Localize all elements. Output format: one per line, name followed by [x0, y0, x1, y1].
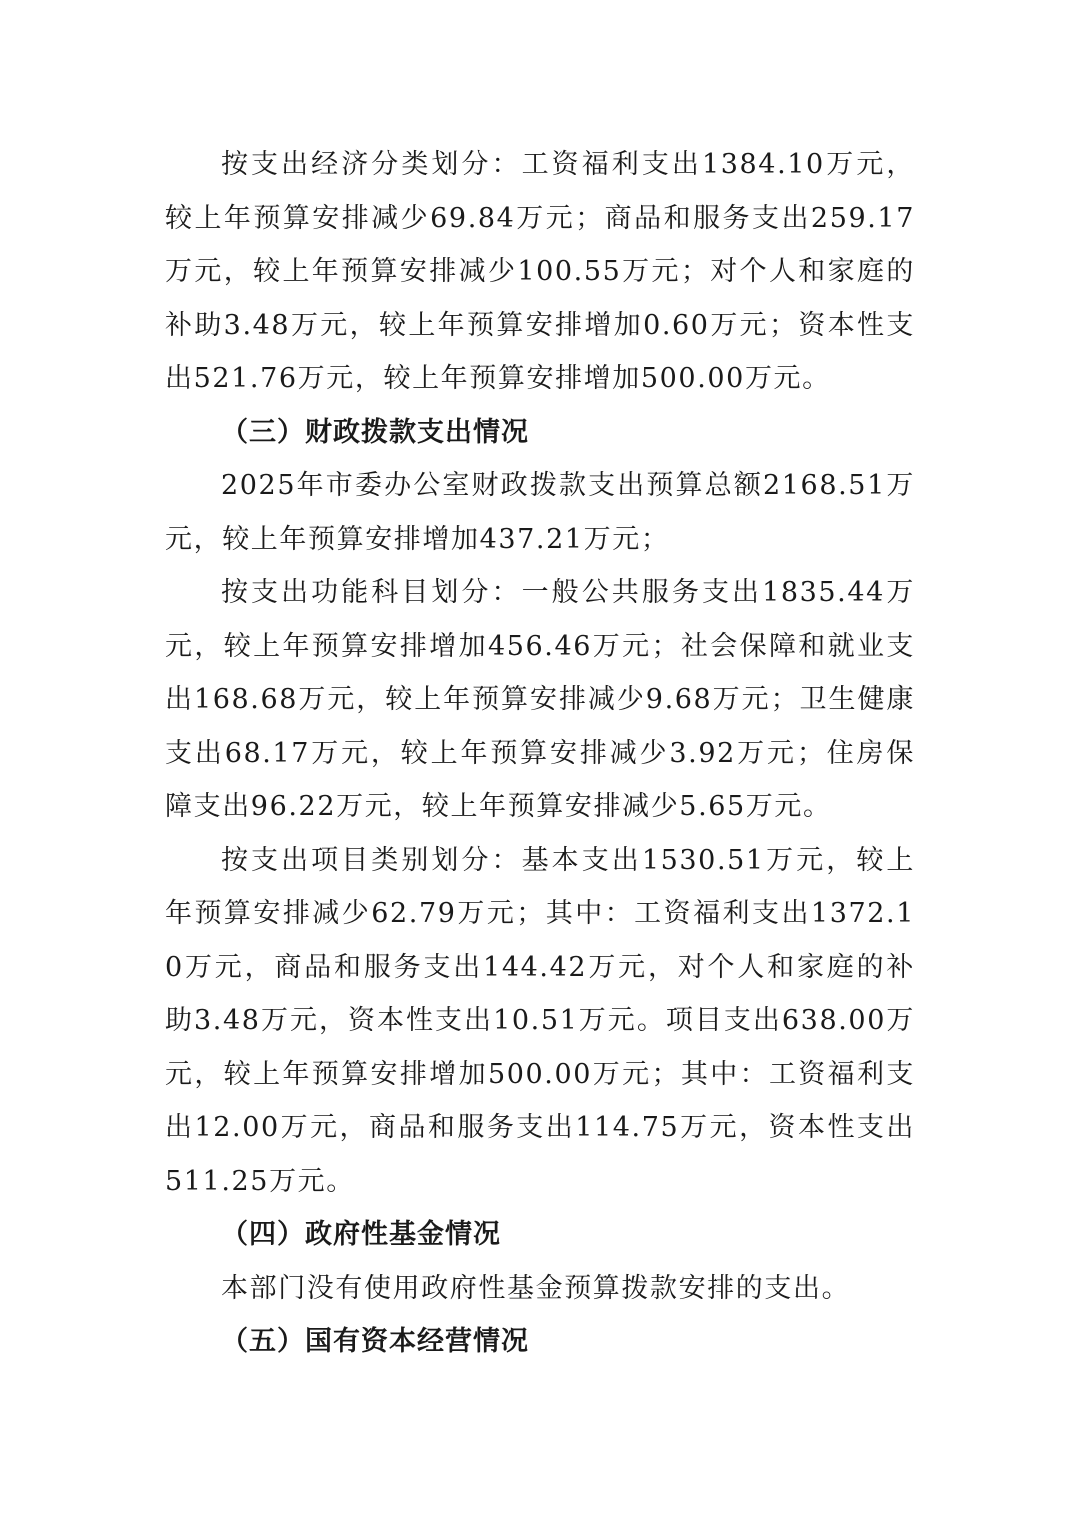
- paragraph-functional-classification: 按支出功能科目划分：一般公共服务支出1835.44万元，较上年预算安排增加456.46万元；社会保障和就业支出168.68万元，较上年预算安排减少9.68万元；卫生健康支出68.17万元，较上年预算安排减少3.92万元；住房保障支出96.22万元，较上年预算安排减少5.65万元。: [165, 577, 915, 822]
- document-body: [165, 138, 915, 1369]
- section-heading-government-fund: （四）政府性基金情况: [221, 1219, 501, 1250]
- paragraph-economic-classification: 按支出经济分类划分：工资福利支出1384.10万元，较上年预算安排减少69.84万元；商品和服务支出259.17万元，较上年预算安排减少100.55万元；对个人和家庭的补助3.48万元，较上年预算安排增加0.60万元；资本性支出521.76万元，较上年预算安排增加500.00万元。: [165, 149, 915, 394]
- paragraph-government-fund: 本部门没有使用政府性基金预算拨款安排的支出。: [221, 1272, 851, 1304]
- section-heading-state-capital: （五）国有资本经营情况: [221, 1326, 529, 1357]
- paragraph-project-classification: 按支出项目类别划分：基本支出1530.51万元，较上年预算安排减少62.79万元；其中：工资福利支出1372.10万元，商品和服务支出144.42万元，对个人和家庭的补助3.48万元，资本性支出10.51万元。项目支出638.00万元，较上年预算安排增加500.00万元；其中：工资福利支出12.00万元，商品和服务支出114.75万元，资本性支出511.25万元。: [165, 844, 915, 1197]
- section-heading-fiscal-expenditure: （三）财政拨款支出情况: [221, 416, 529, 448]
- paragraph-fiscal-total: 2025年市委办公室财政拨款支出预算总额2168.51万元，较上年预算安排增加437.21万元；: [165, 470, 915, 555]
